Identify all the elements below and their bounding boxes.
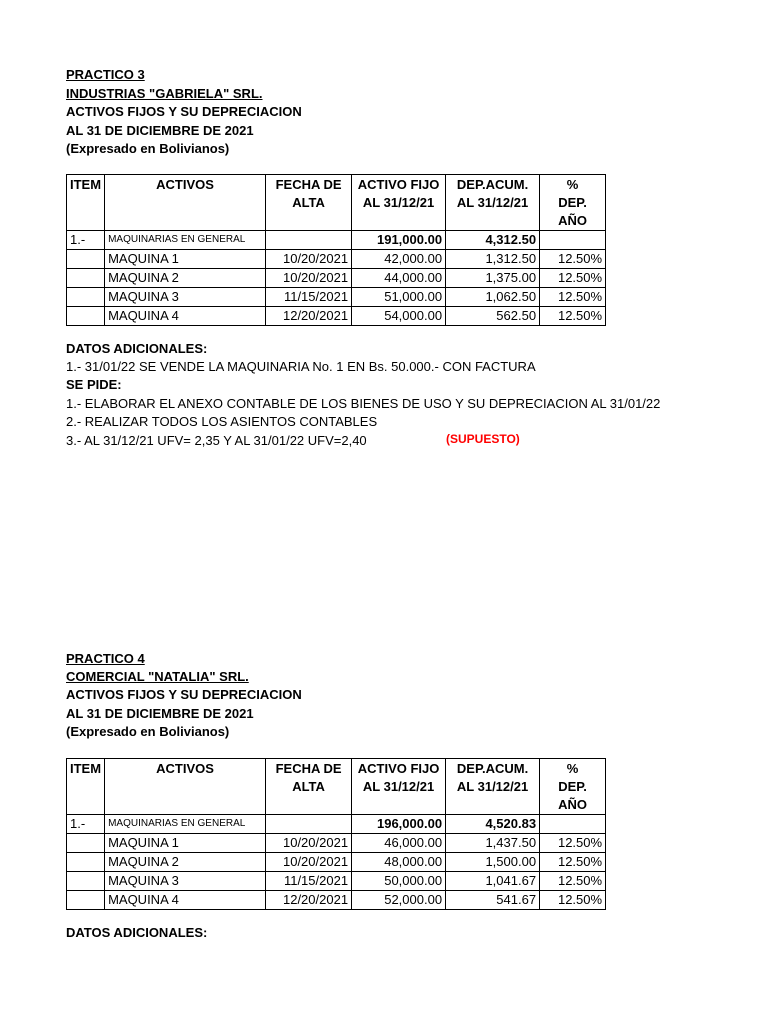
group-dep: 4,520.83	[446, 815, 540, 834]
col-header-pct-dep: % DEP. AÑO	[540, 175, 606, 231]
group-pct	[540, 815, 606, 834]
table-header-row	[67, 759, 606, 815]
practico-4-datos-title: DATOS ADICIONALES:	[66, 925, 208, 940]
supuesto-note: (SUPUESTO)	[446, 432, 520, 446]
group-activo: 191,000.00	[352, 231, 446, 250]
row-dep: 541.67	[446, 891, 540, 910]
col-header-fecha: FECHA DE ALTA	[266, 175, 352, 231]
row-activo: 46,000.00	[352, 834, 446, 853]
practico-4-table	[66, 758, 606, 910]
group-fecha	[266, 815, 352, 834]
row-activo: 44,000.00	[352, 269, 446, 288]
row-pct: 12.50%	[540, 853, 606, 872]
col-header-item: ITEM	[67, 175, 105, 231]
group-pct	[540, 231, 606, 250]
col-header-activos: ACTIVOS	[105, 175, 266, 231]
col-header-fecha: FECHA DE ALTA	[266, 759, 352, 815]
practico-4-date: AL 31 DE DICIEMBRE DE 2021	[66, 706, 254, 721]
row-name: MAQUINA 3	[105, 288, 266, 307]
group-name: MAQUINARIAS EN GENERAL	[105, 231, 266, 250]
row-pct: 12.50%	[540, 269, 606, 288]
practico-3-datos-title: DATOS ADICIONALES:	[66, 341, 208, 356]
table-row	[67, 269, 606, 288]
practico-4-currency-note: (Expresado en Bolivianos)	[66, 724, 230, 739]
row-activo: 48,000.00	[352, 853, 446, 872]
table-row	[67, 250, 606, 269]
row-name: MAQUINA 2	[105, 269, 266, 288]
row-dep: 1,312.50	[446, 250, 540, 269]
row-fecha: 10/20/2021	[266, 269, 352, 288]
practico-3-pide-1: 1.- ELABORAR EL ANEXO CONTABLE DE LOS BIENES DE USO Y SU DEPRECIACION AL 31/01/22	[66, 396, 661, 411]
group-item: 1.-	[67, 815, 105, 834]
practico-3-se-pide: SE PIDE:	[66, 377, 122, 392]
row-pct: 12.50%	[540, 891, 606, 910]
col-header-dep-acum: DEP.ACUM. AL 31/12/21	[446, 759, 540, 815]
practico-3-subtitle: ACTIVOS FIJOS Y SU DEPRECIACION	[66, 104, 302, 119]
group-name: MAQUINARIAS EN GENERAL	[105, 815, 266, 834]
row-name: MAQUINA 4	[105, 891, 266, 910]
practico-3-company: INDUSTRIAS "GABRIELA" SRL.	[66, 86, 263, 101]
practico-4-subtitle: ACTIVOS FIJOS Y SU DEPRECIACION	[66, 687, 302, 702]
col-header-activo-fijo: ACTIVO FIJO AL 31/12/21	[352, 759, 446, 815]
col-header-dep-acum: DEP.ACUM. AL 31/12/21	[446, 175, 540, 231]
row-name: MAQUINA 3	[105, 872, 266, 891]
row-activo: 51,000.00	[352, 288, 446, 307]
practico-3-currency-note: (Expresado en Bolivianos)	[66, 141, 230, 156]
row-pct: 12.50%	[540, 307, 606, 326]
row-activo: 50,000.00	[352, 872, 446, 891]
row-dep: 1,437.50	[446, 834, 540, 853]
row-fecha: 11/15/2021	[266, 288, 352, 307]
row-activo: 54,000.00	[352, 307, 446, 326]
practico-4-company: COMERCIAL "NATALIA" SRL.	[66, 669, 249, 684]
table-row	[67, 872, 606, 891]
practico-3-pide-2: 2.- REALIZAR TODOS LOS ASIENTOS CONTABLES	[66, 414, 378, 429]
practico-3-datos-1: 1.- 31/01/22 SE VENDE LA MAQUINARIA No. 1 EN Bs. 50.000.- CON FACTURA	[66, 359, 536, 374]
row-fecha: 12/20/2021	[266, 307, 352, 326]
row-fecha: 10/20/2021	[266, 250, 352, 269]
table-group-row	[67, 231, 606, 250]
group-dep: 4,312.50	[446, 231, 540, 250]
row-dep: 1,375.00	[446, 269, 540, 288]
practico-3-date: AL 31 DE DICIEMBRE DE 2021	[66, 123, 254, 138]
row-fecha: 10/20/2021	[266, 834, 352, 853]
table-row	[67, 834, 606, 853]
col-header-activos: ACTIVOS	[105, 759, 266, 815]
practico-3-title: PRACTICO 3	[66, 67, 145, 82]
practico-3-table	[66, 174, 606, 326]
table-row	[67, 288, 606, 307]
row-name: MAQUINA 4	[105, 307, 266, 326]
row-pct: 12.50%	[540, 872, 606, 891]
practico-3-pide-3: 3.- AL 31/12/21 UFV= 2,35 Y AL 31/01/22 UFV=2,40	[66, 433, 367, 448]
table-row	[67, 307, 606, 326]
group-activo: 196,000.00	[352, 815, 446, 834]
col-header-item: ITEM	[67, 759, 105, 815]
table-group-row	[67, 815, 606, 834]
practico-4-title: PRACTICO 4	[66, 651, 145, 666]
group-item: 1.-	[67, 231, 105, 250]
table-row	[67, 891, 606, 910]
table-header-row	[67, 175, 606, 231]
row-dep: 1,500.00	[446, 853, 540, 872]
col-header-activo-fijo: ACTIVO FIJO AL 31/12/21	[352, 175, 446, 231]
row-dep: 1,062.50	[446, 288, 540, 307]
row-name: MAQUINA 1	[105, 250, 266, 269]
row-name: MAQUINA 2	[105, 853, 266, 872]
row-pct: 12.50%	[540, 288, 606, 307]
row-activo: 52,000.00	[352, 891, 446, 910]
group-fecha	[266, 231, 352, 250]
table-row	[67, 853, 606, 872]
col-header-pct-dep: % DEP. AÑO	[540, 759, 606, 815]
row-fecha: 11/15/2021	[266, 872, 352, 891]
row-dep: 1,041.67	[446, 872, 540, 891]
row-pct: 12.50%	[540, 250, 606, 269]
row-fecha: 10/20/2021	[266, 853, 352, 872]
row-activo: 42,000.00	[352, 250, 446, 269]
row-dep: 562.50	[446, 307, 540, 326]
row-pct: 12.50%	[540, 834, 606, 853]
row-name: MAQUINA 1	[105, 834, 266, 853]
row-fecha: 12/20/2021	[266, 891, 352, 910]
